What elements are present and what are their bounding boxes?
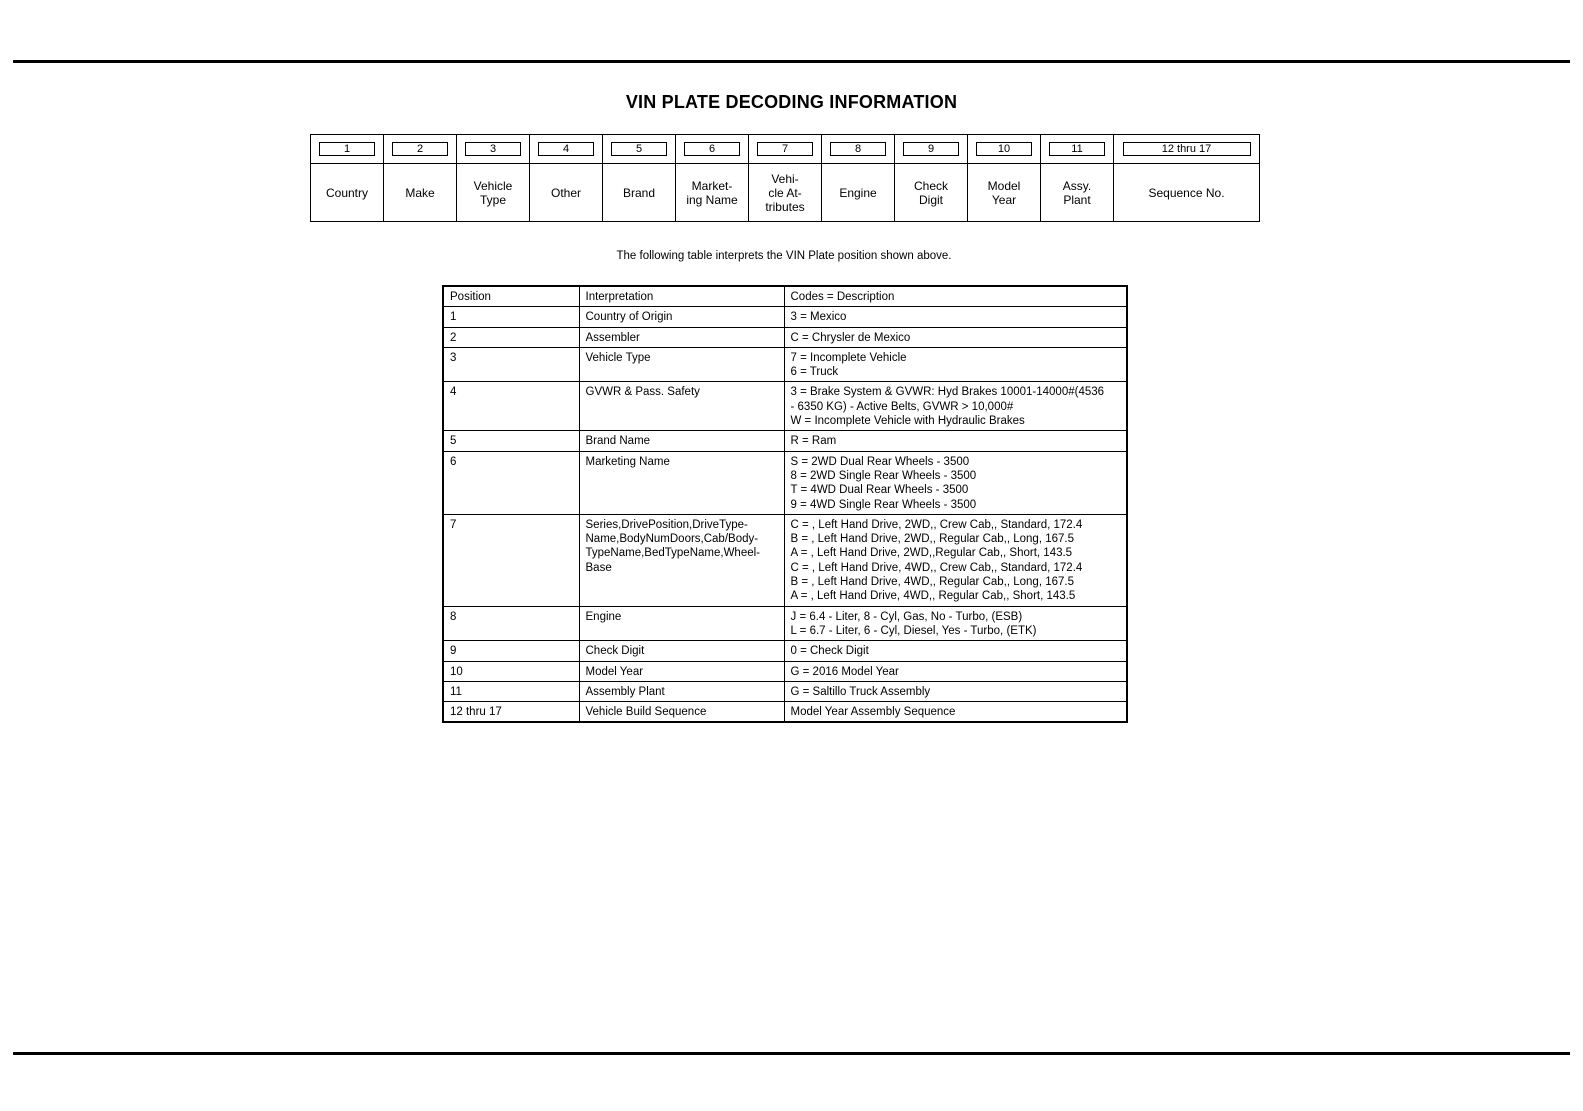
position-cell: 7 <box>443 514 579 606</box>
position-cell: 10 <box>443 661 579 681</box>
position-cell: 12 thru 17 <box>443 702 579 723</box>
vin-label-cell: Sequence No. <box>1114 164 1260 222</box>
table-row <box>443 606 1127 641</box>
table-row <box>443 431 1127 451</box>
vin-label-cell: Engine <box>822 164 895 222</box>
interpretation-cell: Vehicle Build Sequence <box>579 702 784 723</box>
interpretation-cell: Brand Name <box>579 431 784 451</box>
codes-cell: J = 6.4 - Liter, 8 - Cyl, Gas, No - Turbo, (ESB) L = 6.7 - Liter, 6 - Cyl, Diesel, Yes - Turbo, (ETK) <box>784 606 1127 641</box>
vin-position-cell <box>384 135 457 164</box>
vin-position-box: 3 <box>465 142 521 156</box>
interpretation-cell: Assembler <box>579 327 784 347</box>
vin-label-cell: Other <box>530 164 603 222</box>
header-position: Position <box>443 286 579 307</box>
codes-cell: Model Year Assembly Sequence <box>784 702 1127 723</box>
position-cell: 8 <box>443 606 579 641</box>
position-cell: 4 <box>443 382 579 431</box>
codes-cell: G = Saltillo Truck Assembly <box>784 681 1127 701</box>
position-cell: 2 <box>443 327 579 347</box>
vin-position-box: 8 <box>830 142 886 156</box>
header-interpretation: Interpretation <box>579 286 784 307</box>
vin-position-cell <box>895 135 968 164</box>
codes-cell: R = Ram <box>784 431 1127 451</box>
vin-position-box: 6 <box>684 142 740 156</box>
vin-position-box: 10 <box>976 142 1032 156</box>
position-cell: 3 <box>443 347 579 382</box>
codes-cell: 3 = Brake System & GVWR: Hyd Brakes 10001-14000#(4536 - 6350 KG) - Active Belts, GVWR > 10,000# W = Incomplete Vehicle with Hydraulic Brakes <box>784 382 1127 431</box>
position-cell: 9 <box>443 641 579 661</box>
codes-cell: C = Chrysler de Mexico <box>784 327 1127 347</box>
codes-cell: 3 = Mexico <box>784 307 1127 327</box>
vin-decode-table <box>442 285 1128 723</box>
table-header-row <box>443 286 1127 307</box>
table-row <box>443 382 1127 431</box>
position-cell: 11 <box>443 681 579 701</box>
position-cell: 6 <box>443 451 579 514</box>
interpretation-cell: GVWR & Pass. Safety <box>579 382 784 431</box>
vin-position-cell <box>968 135 1041 164</box>
interpretation-cell: Country of Origin <box>579 307 784 327</box>
table-row <box>443 661 1127 681</box>
vin-label-cell: Vehicle Type <box>457 164 530 222</box>
vin-position-box: 4 <box>538 142 594 156</box>
vin-position-cell <box>749 135 822 164</box>
vin-position-cell <box>311 135 384 164</box>
position-cell: 1 <box>443 307 579 327</box>
vin-position-cell <box>1041 135 1114 164</box>
intro-text: The following table interprets the VIN Plate position shown above. <box>616 250 952 262</box>
vin-plate-diagram <box>310 134 1260 222</box>
codes-cell: G = 2016 Model Year <box>784 661 1127 681</box>
table-row <box>443 681 1127 701</box>
table-row <box>443 451 1127 514</box>
vin-label-cell: Make <box>384 164 457 222</box>
interpretation-cell: Assembly Plant <box>579 681 784 701</box>
vin-position-box: 5 <box>611 142 667 156</box>
table-row <box>443 514 1127 606</box>
vin-label-cell: Vehi- cle At- tributes <box>749 164 822 222</box>
position-cell: 5 <box>443 431 579 451</box>
vin-position-box: 9 <box>903 142 959 156</box>
table-row <box>443 327 1127 347</box>
interpretation-cell: Vehicle Type <box>579 347 784 382</box>
header-codes: Codes = Description <box>784 286 1127 307</box>
vin-label-cell: Brand <box>603 164 676 222</box>
table-row <box>443 702 1127 723</box>
vin-position-box: 12 thru 17 <box>1123 142 1251 156</box>
vin-position-box: 2 <box>392 142 448 156</box>
vin-position-cell <box>530 135 603 164</box>
table-row <box>443 347 1127 382</box>
interpretation-cell: Model Year <box>579 661 784 681</box>
vin-position-cell <box>1114 135 1260 164</box>
vin-position-box: 1 <box>319 142 375 156</box>
vin-position-cell <box>676 135 749 164</box>
codes-cell: 7 = Incomplete Vehicle 6 = Truck <box>784 347 1127 382</box>
codes-cell: C = , Left Hand Drive, 2WD,, Crew Cab,, Standard, 172.4 B = , Left Hand Drive, 2WD,, Regular Cab,, Long, 167.5 A = , Left Hand Drive, 2WD,,Regular Cab,, Short, 143.5 C = , Left Hand Drive, 4WD,, Crew Cab,, Standard, 172.4 B = , Left Hand Drive, 4WD,, Regular Cab,, Long, 167.5 A = , Left Hand Drive, 4WD,, Regular Cab,, Short, 143.5 <box>784 514 1127 606</box>
interpretation-cell: Series,DrivePosition,DriveType- Name,BodyNumDoors,Cab/Body- TypeName,BedTypeName,Wheel- Base <box>579 514 784 606</box>
vin-label-cell: Check Digit <box>895 164 968 222</box>
vin-position-cell <box>603 135 676 164</box>
codes-cell: 0 = Check Digit <box>784 641 1127 661</box>
vin-position-cell <box>822 135 895 164</box>
vin-position-box: 11 <box>1049 142 1105 156</box>
vin-position-box: 7 <box>757 142 813 156</box>
vin-label-cell: Model Year <box>968 164 1041 222</box>
vin-position-cell <box>457 135 530 164</box>
vin-label-cell: Market- ing Name <box>676 164 749 222</box>
interpretation-cell: Engine <box>579 606 784 641</box>
interpretation-cell: Check Digit <box>579 641 784 661</box>
vin-label-cell: Assy. Plant <box>1041 164 1114 222</box>
table-row <box>443 641 1127 661</box>
table-row <box>443 307 1127 327</box>
bottom-rule <box>13 1052 1570 1055</box>
page-title: VIN PLATE DECODING INFORMATION <box>625 92 958 112</box>
top-rule <box>13 60 1570 63</box>
codes-cell: S = 2WD Dual Rear Wheels - 3500 8 = 2WD Single Rear Wheels - 3500 T = 4WD Dual Rear Wheels - 3500 9 = 4WD Single Rear Wheels - 3500 <box>784 451 1127 514</box>
interpretation-cell: Marketing Name <box>579 451 784 514</box>
vin-label-cell: Country <box>311 164 384 222</box>
